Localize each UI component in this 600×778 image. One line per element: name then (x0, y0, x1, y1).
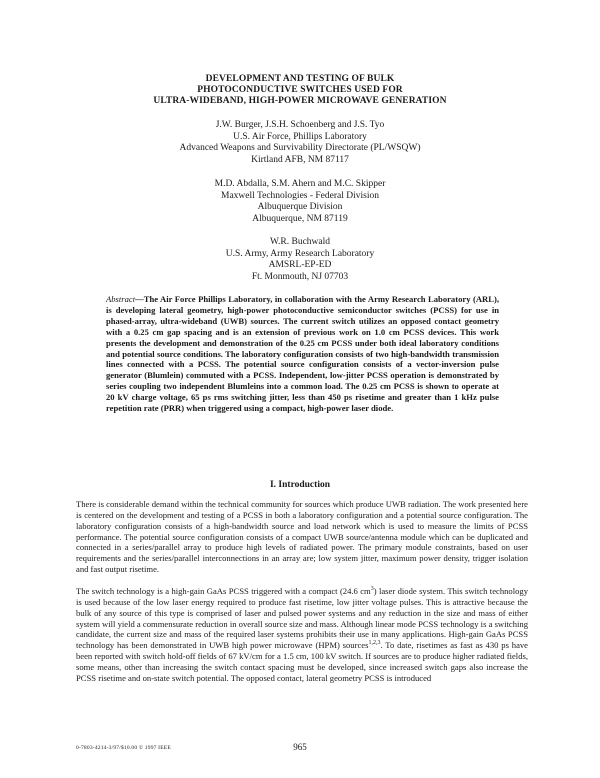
author-names: M.D. Abdalla, S.M. Ahern and M.C. Skipper (214, 179, 386, 189)
intro-paragraph-2 (76, 586, 528, 684)
author-affiliation: U.S. Army, Army Research Laboratory (225, 248, 375, 259)
paper-title (100, 74, 500, 107)
author-affiliation: Albuquerque Division (257, 202, 343, 212)
abstract-label: Abstract (106, 294, 136, 304)
author-affiliation: Advanced Weapons and Survivability Directorate (PL/WSQW) (179, 143, 421, 153)
citation-superscript: 1,2,3 (368, 640, 381, 647)
abstract (106, 294, 499, 414)
copyright-notice: 0-7803-4214-3/97/$10.00 © 1997 IEEE (76, 745, 171, 751)
author-address: Kirtland AFB, NM 87117 (251, 154, 349, 165)
superscript: 3 (370, 586, 374, 593)
author-block-army (150, 237, 450, 283)
author-address: Albuquerque, NM 87119 (252, 213, 348, 224)
paragraph-text: The switch technology is a high-gain GaAs PCSS triggered with a compact (24.6 cm (76, 586, 371, 596)
page-number: 965 (293, 742, 307, 752)
section-heading-introduction: I. Introduction (269, 480, 330, 490)
author-block-maxwell (150, 179, 450, 225)
paragraph-text: . To date, risetimes as fast as 430 ps have been reported with switch hold-off fields of 67 kV/cm for a 1.5 cm, 100 kV switch. If sources are to produce higher radiated fields, some means, other than increasing the switch contact spacing must be developed, since increased switch gaps also increase the PCSS risetime and on-state switch potential. The opposed contact, lateral geometry PCSS is introduced (76, 640, 529, 683)
author-affiliation: Maxwell Technologies - Federal Division (221, 190, 379, 201)
title-line: ULTRA-WIDEBAND, HIGH-POWER MICROWAVE GENERATION (153, 96, 447, 106)
author-names: J.W. Burger, J.S.H. Schoenberg and J.S. Tyo (215, 120, 385, 130)
author-affiliation: AMSRL-EP-ED (268, 260, 332, 270)
title-line: PHOTOCONDUCTIVE SWITCHES USED FOR (197, 85, 403, 95)
author-address: Ft. Monmouth, NJ 07703 (251, 271, 349, 282)
author-names: W.R. Buchwald (269, 237, 331, 247)
author-block-phillips (150, 120, 450, 166)
title-line: DEVELOPMENT AND TESTING OF BULK (205, 74, 395, 84)
abstract-text: —The Air Force Phillips Laboratory, in collaboration with the Army Research Laboratory (ARL), is developing lateral geometry, high-power photoconductive semiconductor switches (PCSS) for use in phased-array, ultra-wideband (UWB) sources. The current switch utilizes an opposed contact geometry with a 0.25 cm gap spacing and is an extension of previous work on 1.0 cm PCSS devices. This work presents the development and demonstration of the 0.25 cm PCSS under both ideal laboratory conditions and potential source conditions. The laboratory configuration consists of two high-bandwidth transmission lines connected with a PCSS. The potential source configuration consists of a vector-inversion pulse generator (Blumlein) commuted with a PCSS. Independent, low-jitter PCSS operation is demonstrated by series coupling two independent Blumleins into a common load. The 0.25 cm PCSS is shown to operate at 20 kV charge voltage, 65 ps rms switching jitter, less than 450 ps risetime and greater than 1 kHz pulse repetition rate (PRR) when triggered using a compact, high-power laser diode. (106, 294, 499, 414)
paragraph-text: ) laser diode system. This switch technology is used because of the low laser energy required to produce fast risetime, low jitter voltage pulses. This is attractive because the bulk of any source of this type is comprised of laser and pulsed power systems and any reduction in the size and mass of either system will yield a commensurate reduction in overall source size and mass. Although linear mode PCSS technology is a switching candidate, the current size and mass of the required laser systems prohibits their use in many applications. High-gain GaAs PCSS technology has been demonstrated in UWB high power microwave (HPM) sources (76, 586, 528, 651)
intro-paragraph-1: There is considerable demand within the technical community for sources which produce UWB radiation. The work presented here is centered on the development and testing of a PCSS in both a laboratory configuration and a potential source configuration. The laboratory configuration consists of a high-bandwidth source and load network which is used to measure the limits of PCSS performance. The potential source configuration consists of a compact UWB source/antenna module which can be duplicated and connected in a series/parallel array to produce high levels of radiated power. The primary module constraints, based on user requirements and the series/parallel interconnections in an array are; low system jitter, maximum power density, trigger isolation and fast output risetime. (76, 499, 528, 575)
author-affiliation: U.S. Air Force, Phillips Laboratory (233, 131, 367, 142)
